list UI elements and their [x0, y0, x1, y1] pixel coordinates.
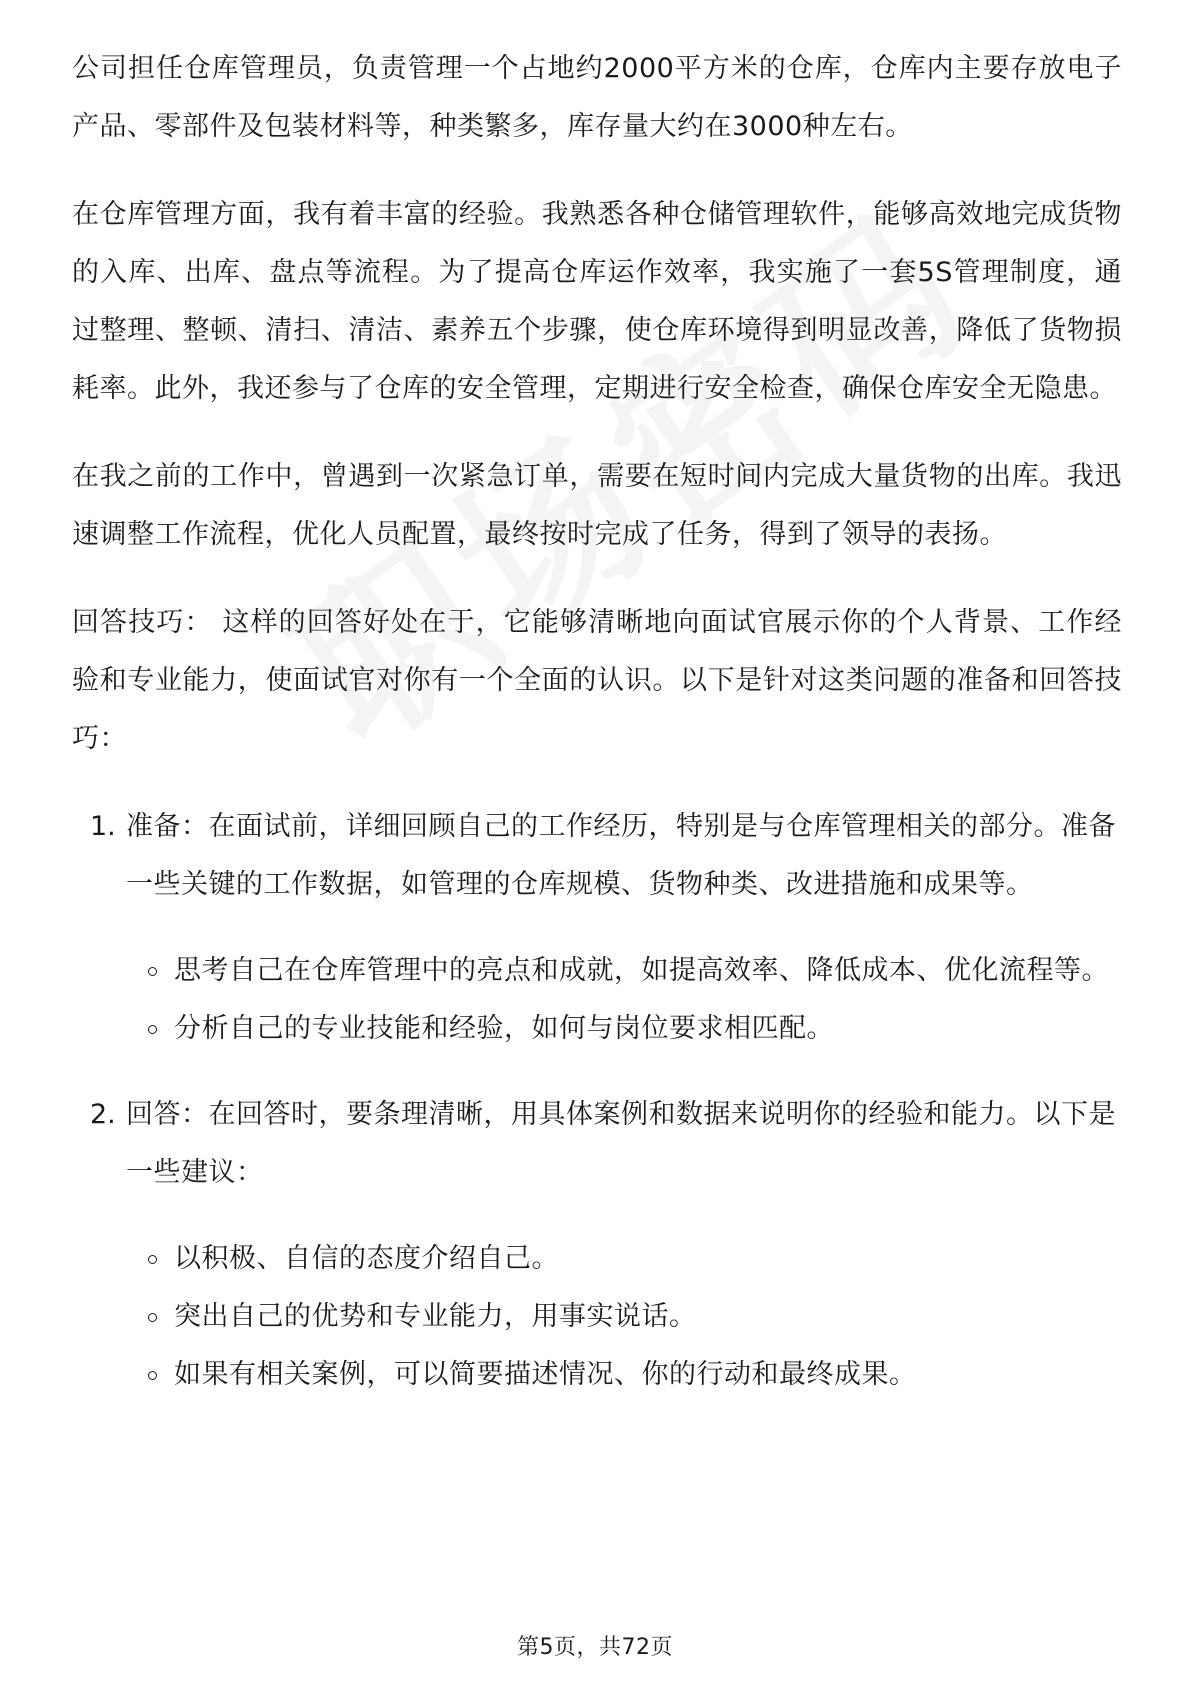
- sub-list-item: [126, 1000, 1122, 1058]
- list-item-text: 准备：在面试前，详细回顾自己的工作经历，特别是与仓库管理相关的部分。准备一些关键的工作数据，如管理的仓库规模、货物种类、改进措施和成果等。: [126, 811, 1116, 900]
- paragraph-tips: 回答技巧： 这样的回答好处在于，它能够清晰地向面试官展示你的个人背景、工作经验和专业能力，使面试官对你有一个全面的认识。以下是针对这类问题的准备和回答技巧：: [72, 607, 1122, 754]
- sub-list-item: [126, 1230, 1122, 1288]
- paragraph-experience: 在仓库管理方面，我有着丰富的经验。我熟悉各种仓储管理软件，能够高效地完成货物的入库、出库、盘点等流程。为了提高仓库运作效率，我实施了一套5S管理制度，通过整理、整顿、清扫、清洁、素养五个步骤，使仓库环境得到明显改善，降低了货物损耗率。此外，我还参与了仓库的安全管理，定期进行安全检查，确保仓库安全无隐患。: [72, 199, 1122, 404]
- sub-list: [126, 1230, 1122, 1404]
- circle-bullet-icon: [148, 967, 157, 976]
- document-page: [72, 40, 1122, 1432]
- sub-list-item-text: 突出自己的优势和专业能力，用事实说话。: [174, 1301, 697, 1332]
- circle-bullet-icon: [148, 1255, 157, 1264]
- list-number: 2.: [90, 1099, 116, 1130]
- list-item-prepare: [72, 798, 1122, 1058]
- circle-bullet-icon: [148, 1371, 157, 1380]
- circle-bullet-icon: [148, 1025, 157, 1034]
- sub-list: [126, 942, 1122, 1058]
- sub-list-item: [126, 942, 1122, 1000]
- sub-list-item-text: 分析自己的专业技能和经验，如何与岗位要求相匹配。: [174, 1013, 834, 1044]
- list-item-text: 回答：在回答时，要条理清晰，用具体案例和数据来说明你的经验和能力。以下是一些建议：: [126, 1099, 1116, 1188]
- paragraph-intro: 公司担任仓库管理员，负责管理一个占地约2000平方米的仓库，仓库内主要存放电子产品、零部件及包装材料等，种类繁多，库存量大约在3000种左右。: [72, 53, 1122, 142]
- sub-list-item: [126, 1346, 1122, 1404]
- sub-list-item-text: 思考自己在仓库管理中的亮点和成就，如提高效率、降低成本、优化流程等。: [174, 955, 1109, 986]
- sub-list-item: [126, 1288, 1122, 1346]
- circle-bullet-icon: [148, 1313, 157, 1322]
- tips-list: [72, 798, 1122, 1404]
- sub-list-item-text: 以积极、自信的态度介绍自己。: [174, 1243, 559, 1274]
- list-item-answer: [72, 1086, 1122, 1404]
- paragraph-example: 在我之前的工作中，曾遇到一次紧急订单，需要在短时间内完成大量货物的出库。我迅速调整工作流程，优化人员配置，最终按时完成了任务，得到了领导的表扬。: [72, 461, 1122, 550]
- sub-list-item-text: 如果有相关案例，可以简要描述情况、你的行动和最终成果。: [174, 1359, 917, 1390]
- list-number: 1.: [90, 811, 116, 842]
- page-number: 第5页，共72页: [517, 1635, 673, 1660]
